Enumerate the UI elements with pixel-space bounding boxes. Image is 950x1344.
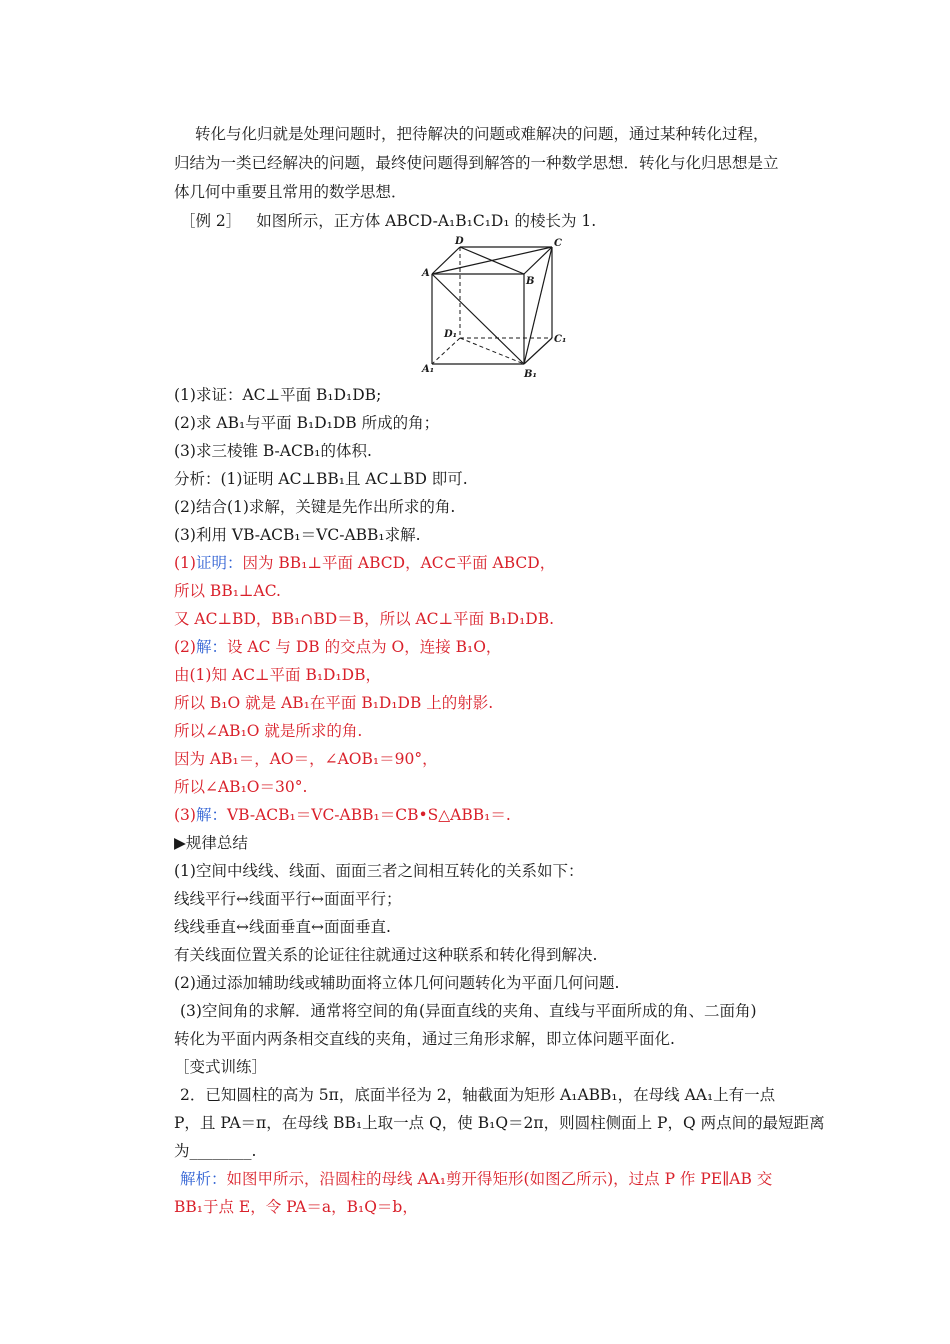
example-header xyxy=(180,211,596,231)
label-A: A xyxy=(422,268,430,279)
variant-line-2: P，且 PA＝π，在母线 BB₁上取一点 Q，使 B₁Q＝2π，则圆柱侧面上 P，Q 两点间的最短距离 xyxy=(174,1114,825,1132)
solution-line-8: 因为 AB₁＝，AO＝，∠AOB₁＝90°， xyxy=(174,750,438,768)
solution-part3-text: VB-ACB₁＝VC-ABB₁＝CB•S△ABB₁＝. xyxy=(226,806,511,824)
analysis-1: 分析：(1)证明 AC⊥BB₁且 AC⊥BD 即可. xyxy=(174,470,468,488)
analysis-2: (2)结合(1)求解，关键是先作出所求的角. xyxy=(174,498,456,516)
variant-line-3: 为________. xyxy=(174,1142,257,1160)
solve-tag-2: 解： xyxy=(195,638,227,656)
example-label: ［例 2］ xyxy=(180,212,242,230)
variant-heading: ［变式训练］ xyxy=(174,1058,268,1076)
summary-line-5: (2)通过添加辅助线或辅助面将立体几何问题转化为平面几何问题. xyxy=(174,974,620,992)
solution-line-6: 所以 B₁O 就是 AB₁在平面 B₁D₁DB 上的射影. xyxy=(174,694,494,712)
summary-line-7: 转化为平面内两条相交直线的夹角，通过三角形求解，即立体问题平面化. xyxy=(174,1030,675,1048)
analysis-tag: 解析： xyxy=(180,1170,227,1188)
label-C1: C₁ xyxy=(554,334,567,345)
summary-line-2: 线线平行↔线面平行↔面面平行； xyxy=(174,890,402,908)
variant-line-1: 2．已知圆柱的高为 5π，底面半径为 2，轴截面为矩形 A₁ABB₁，在母线 AA₁上有一点 xyxy=(180,1086,776,1104)
label-C: C xyxy=(554,238,562,249)
cube-figure xyxy=(420,232,580,380)
question-1: (1)求证：AC⊥平面 B₁D₁DB; xyxy=(174,386,382,404)
proof-tag: 证明： xyxy=(195,554,243,572)
solution-line-7: 所以∠AB₁O 就是所求的角. xyxy=(174,722,363,740)
intro-line-3: 体几何中重要且常用的数学思想． xyxy=(174,183,407,201)
label-A1: A₁ xyxy=(422,364,435,375)
summary-line-3: 线线垂直↔线面垂直↔面面垂直. xyxy=(174,918,391,936)
variant-solution-text-1: 如图甲所示，沿圆柱的母线 AA₁剪开得矩形(如图乙所示)，过点 P 作 PE∥AB 交 xyxy=(226,1170,773,1188)
solution-line-1 xyxy=(174,553,555,573)
solution-line-10 xyxy=(174,805,511,825)
question-2: (2)求 AB₁与平面 B₁D₁DB 所成的角； xyxy=(174,414,440,432)
solution-line-9: 所以∠AB₁O＝30°. xyxy=(174,778,308,796)
solution-line-2: 所以 BB₁⊥AC. xyxy=(174,582,281,600)
solution-line-4 xyxy=(174,637,501,657)
solution-line-3: 又 AC⊥BD，BB₁∩BD＝B，所以 AC⊥平面 B₁D₁DB. xyxy=(174,610,555,628)
solve-tag-3: 解： xyxy=(195,806,227,824)
intro-line-1: 转化与化归就是处理问题时，把待解决的问题或难解决的问题，通过某种转化过程， xyxy=(195,125,769,143)
example-stem: 如图所示，正方体 ABCD-A₁B₁C₁D₁ 的棱长为 1. xyxy=(256,212,597,230)
solution-part3-number: (3) xyxy=(174,806,196,824)
question-3: (3)求三棱锥 B-ACB₁的体积. xyxy=(174,442,372,460)
solution-part2-text: 设 AC 与 DB 的交点为 O，连接 B₁O， xyxy=(226,638,502,656)
variant-solution-line-1 xyxy=(180,1169,772,1189)
summary-line-6: (3)空间角的求解．通常将空间的角(异面直线的夹角、直线与平面所成的角、二面角) xyxy=(180,1002,757,1020)
cube-diagram xyxy=(420,232,580,380)
label-D1: D₁ xyxy=(444,329,458,340)
solution-line-5: 由(1)知 AC⊥平面 B₁D₁DB， xyxy=(174,666,382,684)
summary-heading: ▶规律总结 xyxy=(174,834,248,852)
label-B: B xyxy=(526,276,535,287)
solution-part2-number: (2) xyxy=(174,638,196,656)
solution-part1-text: 因为 BB₁⊥平面 ABCD，AC⊂平面 ABCD， xyxy=(242,554,556,572)
intro-line-2: 归结为一类已经解决的问题，最终使问题得到解答的一种数学思想．转化与化归思想是立 xyxy=(174,154,779,172)
solution-part1-number: (1) xyxy=(174,554,196,572)
label-B1: B₁ xyxy=(524,369,537,380)
label-D: D xyxy=(455,236,464,247)
variant-solution-line-2: BB₁于点 E，令 PA＝a，B₁Q＝b， xyxy=(174,1198,418,1216)
summary-line-1: (1)空间中线线、线面、面面三者之间相互转化的关系如下： xyxy=(174,862,584,880)
analysis-3: (3)利用 VB-ACB₁＝VC-ABB₁求解. xyxy=(174,526,421,544)
summary-line-4: 有关线面位置关系的论证往往就通过这种联系和转化得到解决. xyxy=(174,946,598,964)
